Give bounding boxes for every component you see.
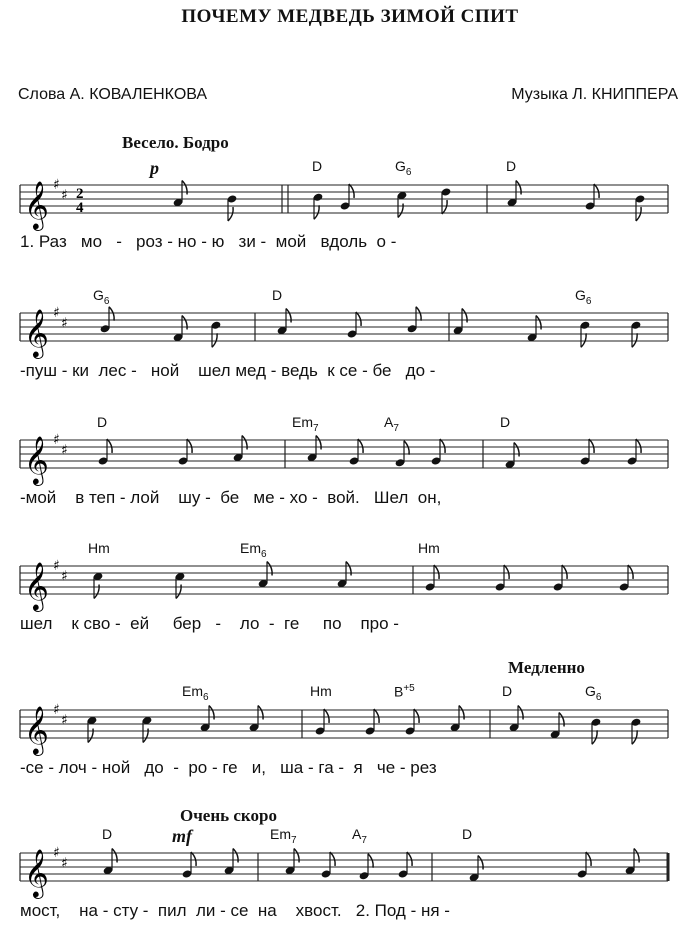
music-staff	[0, 700, 700, 760]
music-staff	[0, 843, 700, 903]
sharp-icon: ♯	[61, 315, 68, 332]
note	[227, 194, 238, 221]
note	[398, 852, 413, 879]
music-staff	[0, 430, 700, 490]
note	[103, 849, 118, 876]
lyric-line: -мой в теп - лой шу - бе ме - хо - вой. Шел он,	[20, 488, 442, 507]
chord-symbol: $G_6$	[395, 158, 412, 178]
chord-symbol: $Em_7$	[270, 826, 297, 846]
note	[431, 439, 446, 466]
note	[93, 572, 104, 599]
note	[505, 443, 520, 470]
note	[425, 565, 440, 592]
note	[337, 562, 352, 589]
dynamic-p: p	[150, 158, 159, 178]
lyric-line: шел к сво - ей бер - ло - ге по про -	[20, 614, 399, 633]
lyric-line: -се - лоч - ной до - ро - ге и, ша - га - я че - рез	[20, 758, 437, 777]
note	[627, 439, 642, 466]
note	[507, 181, 522, 208]
note	[619, 565, 634, 592]
note	[173, 316, 188, 343]
note	[315, 709, 330, 736]
note	[340, 184, 355, 211]
note	[577, 852, 592, 879]
note	[224, 849, 239, 876]
sharp-icon: ♯	[61, 712, 68, 729]
chord-symbol: D	[312, 158, 323, 174]
chord-symbol: $Em_7$	[292, 414, 319, 434]
treble-clef-icon: 𝄞	[24, 308, 49, 357]
chord-symbol: D	[102, 826, 113, 842]
note	[98, 439, 113, 466]
time-signature-bottom: 4	[76, 200, 84, 216]
note	[450, 706, 465, 733]
chord-symbol: $B_{+5}$	[394, 683, 415, 700]
note	[453, 309, 468, 336]
lyric-line: -пуш - ки лес - ной шел мед - ведь к се - бе до -	[20, 361, 436, 380]
music-staff	[0, 303, 700, 363]
note	[307, 436, 322, 463]
note	[200, 706, 215, 733]
note	[625, 849, 640, 876]
tempo-mark-slow: Медленно	[508, 658, 585, 677]
treble-clef-icon: 𝄞	[24, 848, 49, 897]
treble-clef-icon: 𝄞	[24, 561, 49, 610]
note	[87, 716, 98, 743]
note	[258, 562, 273, 589]
note	[580, 439, 595, 466]
chord-symbol: D	[272, 287, 283, 303]
chord-symbol: $G_6$	[585, 683, 602, 703]
music-staff	[0, 175, 700, 235]
chord-symbol: D	[462, 826, 473, 842]
note	[405, 709, 420, 736]
note	[175, 572, 186, 599]
chord-symbol: D	[500, 414, 511, 430]
tempo-mark-start: Весело. Бодро	[122, 133, 229, 152]
lyricist-credit: Слова А. КОВАЛЕНКОВА	[18, 86, 208, 103]
chord-symbol: D	[97, 414, 108, 430]
sharp-icon: ♯	[61, 855, 68, 872]
chord-symbol: $G_6$	[575, 287, 592, 307]
treble-clef-icon: 𝄞	[24, 705, 49, 754]
note	[397, 191, 408, 218]
chord-symbol: $G_6$	[93, 287, 110, 307]
note	[553, 565, 568, 592]
chord-symbol: $Em_6$	[182, 683, 209, 703]
sharp-icon: ♯	[53, 558, 60, 574]
note	[365, 709, 380, 736]
song-title: ПОЧЕМУ МЕДВЕДЬ ЗИМОЙ СПИТ	[181, 6, 519, 27]
note	[635, 194, 646, 221]
note	[509, 706, 524, 733]
note	[495, 565, 510, 592]
chord-symbol: $A_7$	[384, 414, 399, 434]
note	[441, 187, 452, 214]
sharp-icon: ♯	[53, 845, 60, 861]
sharp-icon: ♯	[53, 702, 60, 718]
note	[469, 856, 484, 883]
note	[178, 439, 193, 466]
chord-symbol: Hm	[310, 683, 332, 699]
composer-credit: Музыка Л. КНИППЕРА	[511, 86, 678, 103]
note	[347, 312, 362, 339]
note	[550, 713, 565, 740]
sharp-icon: ♯	[61, 187, 68, 204]
tempo-mark-fast: Очень скоро	[180, 806, 277, 825]
chord-symbol: D	[502, 683, 513, 699]
note	[233, 436, 248, 463]
note	[285, 849, 300, 876]
sharp-icon: ♯	[53, 177, 60, 193]
chord-symbol: Hm	[418, 540, 440, 556]
chord-symbol: $A_7$	[352, 826, 367, 846]
music-staff	[0, 556, 700, 616]
lyric-line: мост, на - сту - пил ли - се на хвост. 2. Под - ня -	[20, 901, 450, 920]
sharp-icon: ♯	[61, 568, 68, 585]
treble-clef-icon: 𝄞	[24, 435, 49, 484]
note	[321, 852, 336, 879]
chord-symbol: $Em_6$	[240, 540, 267, 560]
note	[142, 716, 153, 743]
chord-symbol: D	[506, 158, 517, 174]
note	[527, 316, 542, 343]
note	[585, 184, 600, 211]
lyric-line: 1. Раз мо - роз - но - ю зи - мой вдоль о -	[20, 232, 397, 251]
note	[173, 181, 188, 208]
note	[349, 439, 364, 466]
time-signature-top: 2	[76, 186, 84, 202]
note	[182, 852, 197, 879]
sharp-icon: ♯	[53, 432, 60, 448]
sharp-icon: ♯	[61, 442, 68, 459]
sharp-icon: ♯	[53, 305, 60, 321]
treble-clef-icon: 𝄞	[24, 180, 49, 229]
dynamic-mf: mf	[172, 826, 192, 846]
note	[277, 309, 292, 336]
chord-symbol: Hm	[88, 540, 110, 556]
note	[249, 706, 264, 733]
